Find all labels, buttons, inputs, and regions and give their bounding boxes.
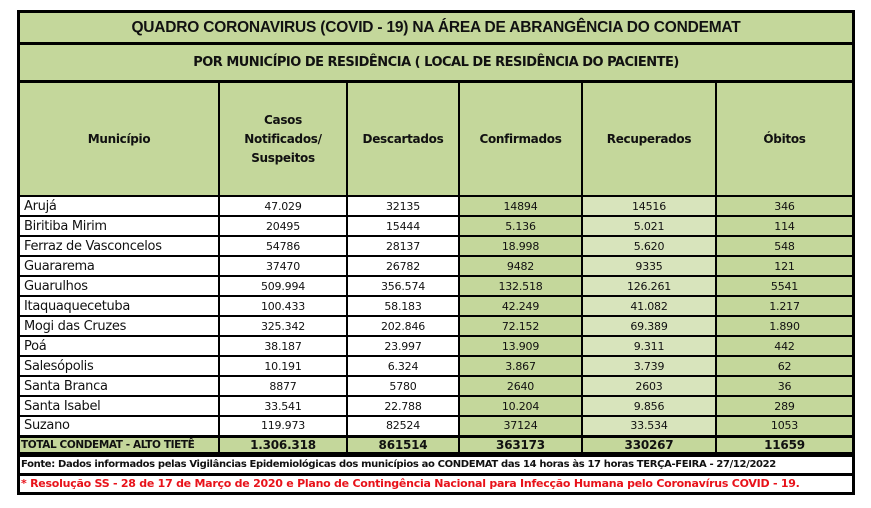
obitos-cell: 1.217 [716, 296, 852, 316]
report-title: QUADRO CORONAVIRUS (COVID - 19) NA ÁREA DE ABRANGÊNCIA DO CONDEMAT [20, 13, 852, 45]
notificados-cell: 47.029 [219, 196, 347, 216]
municipio-cell: Poá [20, 336, 219, 356]
total-recuperados: 330267 [582, 436, 716, 453]
obitos-cell: 5541 [716, 276, 852, 296]
municipio-cell: Itaquaquecetuba [20, 296, 219, 316]
municipality-table [20, 83, 852, 454]
confirmados-cell: 5.136 [459, 216, 582, 236]
municipio-cell: Santa Isabel [20, 396, 219, 416]
obitos-cell: 1053 [716, 416, 852, 436]
confirmados-cell: 9482 [459, 256, 582, 276]
confirmados-cell: 72.152 [459, 316, 582, 336]
municipio-cell: Ferraz de Vasconcelos [20, 236, 219, 256]
recuperados-cell: 5.021 [582, 216, 716, 236]
recuperados-cell: 9.856 [582, 396, 716, 416]
table-row [20, 316, 852, 336]
municipio-cell: Salesópolis [20, 356, 219, 376]
column-header-notificados: Casos Notificados/ Suspeitos [219, 83, 347, 196]
confirmados-cell: 2640 [459, 376, 582, 396]
descartados-cell: 6.324 [347, 356, 459, 376]
source-note: Fonte: Dados informados pelas Vigilâncias Epidemiológicas dos municípios ao CONDEMAT das 14 horas às 17 horas TERÇA-FEIRA - 27/12/2022 [20, 454, 852, 473]
descartados-cell: 32135 [347, 196, 459, 216]
column-header-confirmados: Confirmados [459, 83, 582, 196]
notificados-cell: 100.433 [219, 296, 347, 316]
municipio-cell: Mogi das Cruzes [20, 316, 219, 336]
total-obitos: 11659 [716, 436, 852, 453]
column-header-obitos: Óbitos [716, 83, 852, 196]
notificados-cell: 8877 [219, 376, 347, 396]
municipio-cell: Arujá [20, 196, 219, 216]
recuperados-cell: 2603 [582, 376, 716, 396]
column-header-descartados: Descartados [347, 83, 459, 196]
notificados-cell: 33.541 [219, 396, 347, 416]
descartados-cell: 28137 [347, 236, 459, 256]
total-row [20, 436, 852, 453]
notificados-cell: 38.187 [219, 336, 347, 356]
notificados-cell: 509.994 [219, 276, 347, 296]
confirmados-cell: 37124 [459, 416, 582, 436]
obitos-cell: 36 [716, 376, 852, 396]
recuperados-cell: 41.082 [582, 296, 716, 316]
table-row [20, 296, 852, 316]
confirmados-cell: 10.204 [459, 396, 582, 416]
descartados-cell: 82524 [347, 416, 459, 436]
total-notificados: 1.306.318 [219, 436, 347, 453]
table-row [20, 376, 852, 396]
obitos-cell: 121 [716, 256, 852, 276]
recuperados-cell: 14516 [582, 196, 716, 216]
descartados-cell: 15444 [347, 216, 459, 236]
descartados-cell: 5780 [347, 376, 459, 396]
descartados-cell: 58.183 [347, 296, 459, 316]
confirmados-cell: 14894 [459, 196, 582, 216]
table-row [20, 276, 852, 296]
obitos-cell: 442 [716, 336, 852, 356]
column-header-municipio: Município [20, 83, 219, 196]
recuperados-cell: 9335 [582, 256, 716, 276]
obitos-cell: 1.890 [716, 316, 852, 336]
total-label: TOTAL CONDEMAT - ALTO TIETÊ [20, 436, 219, 453]
notificados-cell: 54786 [219, 236, 347, 256]
recuperados-cell: 3.739 [582, 356, 716, 376]
table-header-row [20, 83, 852, 196]
table-row [20, 216, 852, 236]
table-row [20, 196, 852, 216]
obitos-cell: 346 [716, 196, 852, 216]
resolution-note: * Resolução SS - 28 de 17 de Março de 2020 e Plano de Contingência Nacional para Infecção Humana pelo Coronavírus COVID - 19. [20, 473, 852, 492]
descartados-cell: 202.846 [347, 316, 459, 336]
report-subtitle: POR MUNICÍPIO DE RESIDÊNCIA ( LOCAL DE RESIDÊNCIA DO PACIENTE) [20, 45, 852, 83]
recuperados-cell: 33.534 [582, 416, 716, 436]
municipio-cell: Biritiba Mirim [20, 216, 219, 236]
covid-report-table [17, 10, 855, 495]
notificados-cell: 325.342 [219, 316, 347, 336]
municipio-cell: Suzano [20, 416, 219, 436]
municipio-cell: Guarulhos [20, 276, 219, 296]
confirmados-cell: 18.998 [459, 236, 582, 256]
table-row [20, 396, 852, 416]
notificados-cell: 37470 [219, 256, 347, 276]
notificados-cell: 119.973 [219, 416, 347, 436]
descartados-cell: 26782 [347, 256, 459, 276]
notificados-cell: 20495 [219, 216, 347, 236]
total-confirmados: 363173 [459, 436, 582, 453]
confirmados-cell: 3.867 [459, 356, 582, 376]
municipio-cell: Guararema [20, 256, 219, 276]
confirmados-cell: 13.909 [459, 336, 582, 356]
municipio-cell: Santa Branca [20, 376, 219, 396]
obitos-cell: 114 [716, 216, 852, 236]
total-descartados: 861514 [347, 436, 459, 453]
notificados-cell: 10.191 [219, 356, 347, 376]
table-row [20, 416, 852, 436]
descartados-cell: 23.997 [347, 336, 459, 356]
table-row [20, 356, 852, 376]
table-row [20, 236, 852, 256]
recuperados-cell: 5.620 [582, 236, 716, 256]
column-header-recuperados: Recuperados [582, 83, 716, 196]
descartados-cell: 356.574 [347, 276, 459, 296]
table-row [20, 256, 852, 276]
recuperados-cell: 9.311 [582, 336, 716, 356]
obitos-cell: 62 [716, 356, 852, 376]
obitos-cell: 548 [716, 236, 852, 256]
table-row [20, 336, 852, 356]
recuperados-cell: 126.261 [582, 276, 716, 296]
confirmados-cell: 132.518 [459, 276, 582, 296]
obitos-cell: 289 [716, 396, 852, 416]
confirmados-cell: 42.249 [459, 296, 582, 316]
recuperados-cell: 69.389 [582, 316, 716, 336]
descartados-cell: 22.788 [347, 396, 459, 416]
